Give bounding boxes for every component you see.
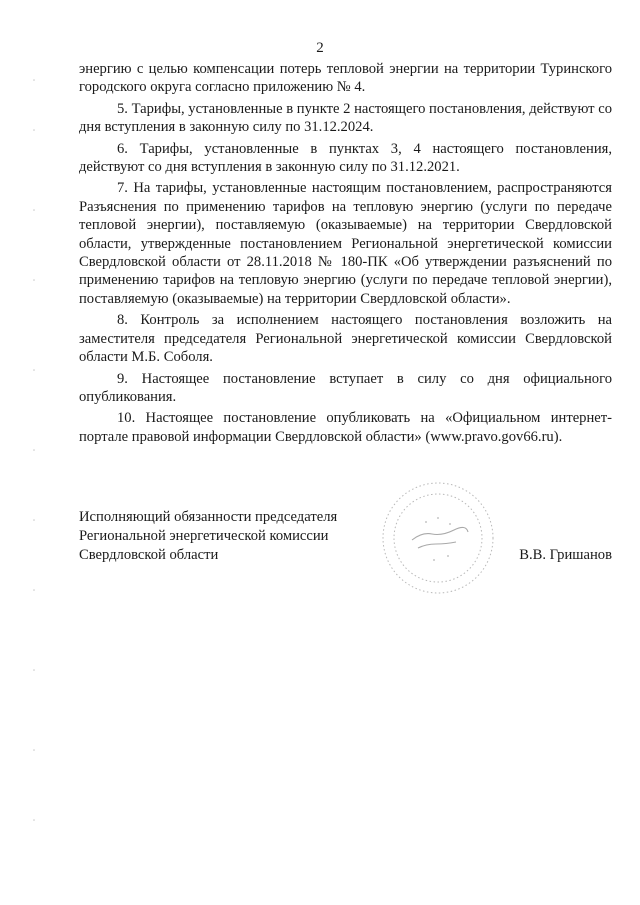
- signatory-position-line-3: Свердловской области: [79, 547, 219, 563]
- signature-block: [79, 508, 612, 565]
- paragraph-item-10: 10. Настоящее постановление опубликовать на «Официальном интернет-портале правовой информации Свердловской области» (www.pravo.gov66.ru).: [79, 410, 612, 445]
- signatory-position-line-1: Исполняющий обязанности председателя: [79, 509, 338, 525]
- paragraph-item-9: 9. Настоящее постановление вступает в силу со дня официального опубликования.: [79, 370, 612, 405]
- signatory-position-line-2: Региональной энергетической комиссии: [79, 528, 329, 544]
- paragraph-continuation: энергию с целью компенсации потерь тепловой энергии на территории Туринского городского округа согласно приложению № 4.: [79, 61, 612, 96]
- paragraph-item-7: 7. На тарифы, установленные настоящим постановлением, распространяются Разъяснения по применению тарифов на тепловую энергию (услуги по передаче тепловой энергии), поставляемую (оказываемые) на территории Свердловской области, утвержденные постановлением Региональной энергетической комиссии Свердловской области от 28.11.2018 № 180-ПК «Об утверждении разъяснений по применению тарифов на тепловую энергию (услуги по передаче тепловой энергии), поставляемую (оказываемые) на территории Свердловской области».: [79, 180, 612, 307]
- paragraph-item-5: 5. Тарифы, установленные в пункте 2 настоящего постановления, действуют со дня вступления в законную силу по 31.12.2024.: [79, 100, 612, 136]
- paragraph-item-8: 8. Контроль за исполнением настоящего постановления возложить на заместителя председателя Региональной энергетической комиссии Свердловской области М.Б. Соболя.: [79, 312, 612, 366]
- margin-scan-artifacts: [30, 70, 38, 850]
- paragraph-item-6: 6. Тарифы, установленные в пунктах 3, 4 настоящего постановления, действуют со дня вступления в законную силу по 31.12.2021.: [79, 140, 612, 176]
- signatory-name: В.В. Гришанов: [519, 547, 612, 563]
- page-number: 2: [316, 40, 324, 56]
- document-body: [79, 60, 612, 449]
